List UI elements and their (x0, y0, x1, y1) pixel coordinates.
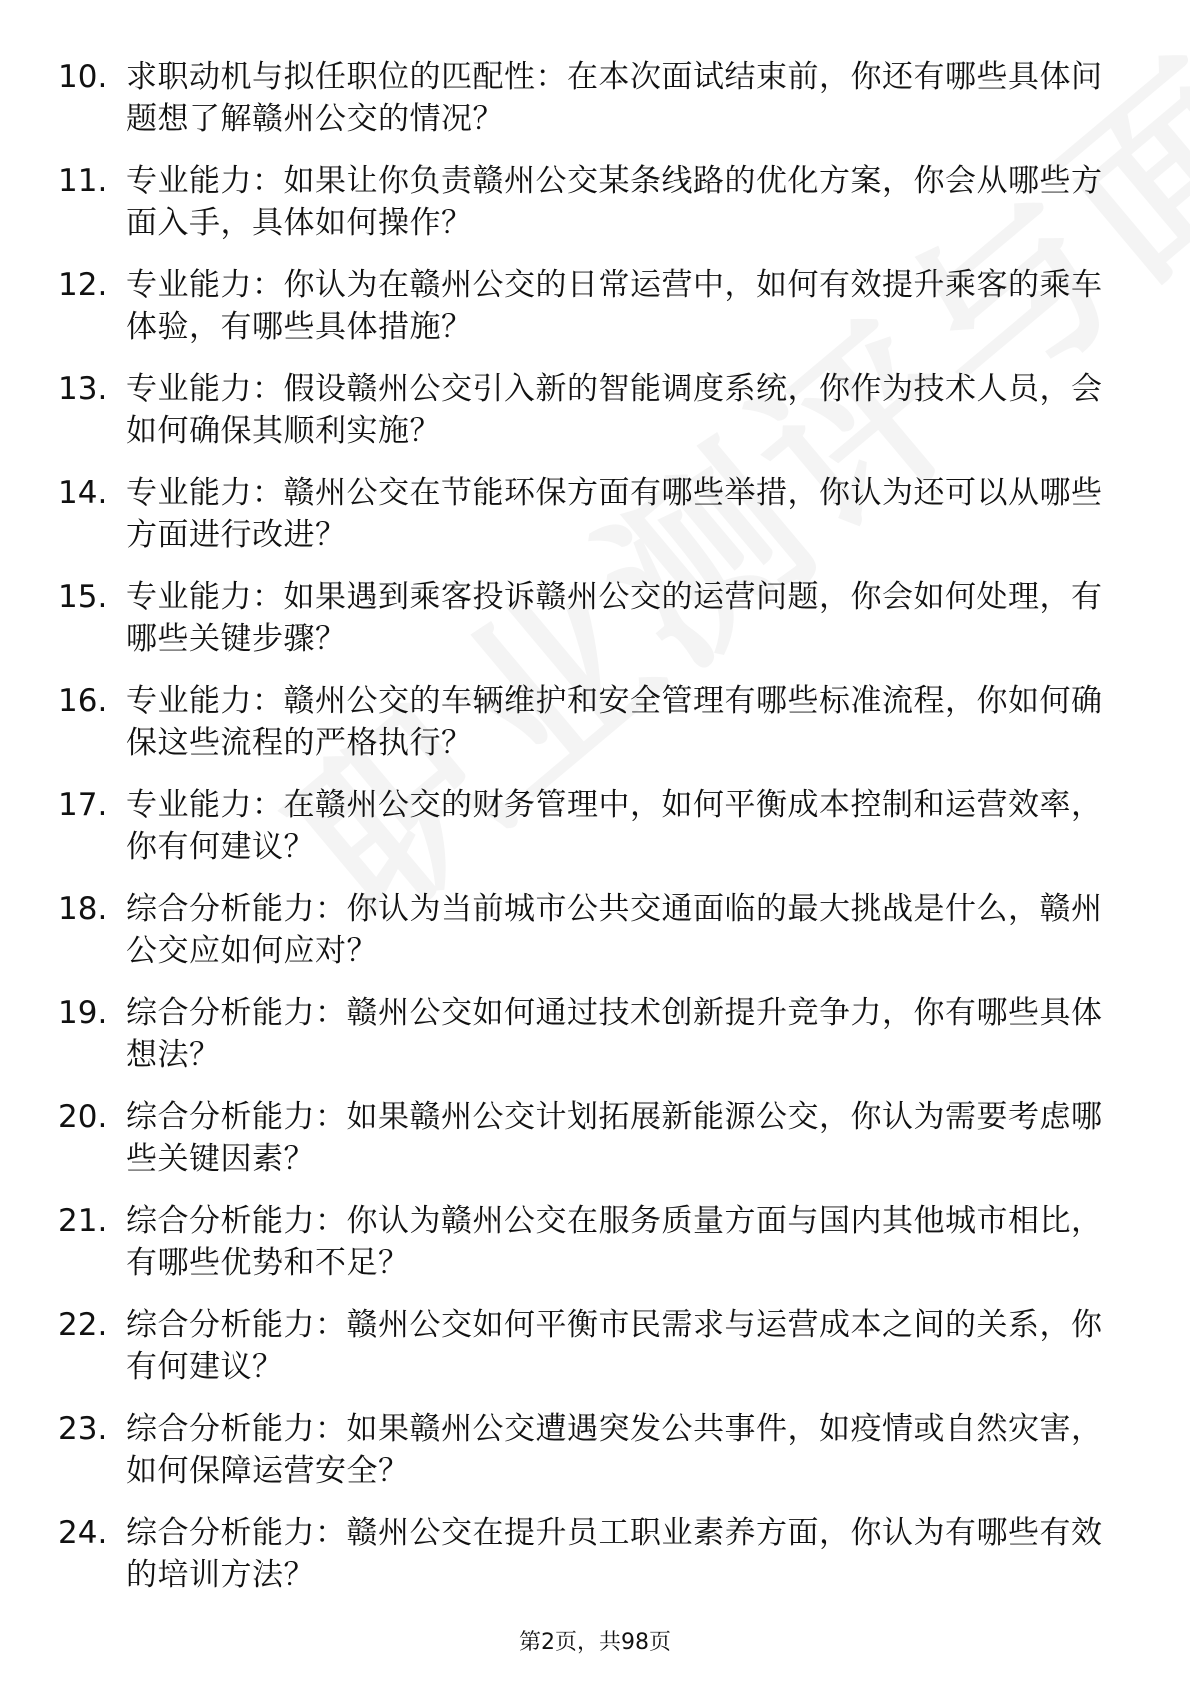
question-number: 14. (58, 475, 108, 511)
question-text: 专业能力：如果遇到乘客投诉赣州公交的运营问题，你会如何处理，有哪些关键步骤？ (126, 579, 1103, 657)
question-item (58, 784, 1130, 868)
question-number: 16. (58, 683, 108, 719)
question-item (58, 368, 1130, 452)
question-text: 专业能力：假设赣州公交引入新的智能调度系统，你作为技术人员，会如何确保其顺利实施？ (126, 371, 1103, 449)
question-list (58, 56, 1130, 1616)
question-number: 18. (58, 891, 108, 927)
question-number: 19. (58, 995, 108, 1031)
question-number: 23. (58, 1411, 108, 1447)
question-number: 22. (58, 1307, 108, 1343)
question-item (58, 264, 1130, 348)
question-item (58, 1200, 1130, 1284)
question-text: 专业能力：赣州公交在节能环保方面有哪些举措，你认为还可以从哪些方面进行改进？ (126, 475, 1103, 553)
question-item (58, 160, 1130, 244)
question-text: 综合分析能力：如果赣州公交遭遇突发公共事件，如疫情或自然灾害，如何保障运营安全？ (126, 1411, 1103, 1489)
question-text: 专业能力：在赣州公交的财务管理中，如何平衡成本控制和运营效率，你有何建议？ (126, 787, 1103, 865)
question-item (58, 1096, 1130, 1180)
question-number: 10. (58, 59, 108, 95)
question-text: 综合分析能力：你认为当前城市公共交通面临的最大挑战是什么，赣州公交应如何应对？ (126, 891, 1103, 969)
question-text: 综合分析能力：赣州公交在提升员工职业素养方面，你认为有哪些有效的培训方法？ (126, 1515, 1103, 1593)
question-number: 12. (58, 267, 108, 303)
question-number: 17. (58, 787, 108, 823)
page-indicator: 第2页，共98页 (519, 1630, 671, 1655)
question-item (58, 1408, 1130, 1492)
question-text: 专业能力：你认为在赣州公交的日常运营中，如何有效提升乘客的乘车体验，有哪些具体措施？ (126, 267, 1103, 345)
question-text: 求职动机与拟任职位的匹配性：在本次面试结束前，你还有哪些具体问题想了解赣州公交的情况？ (126, 59, 1103, 137)
question-number: 15. (58, 579, 108, 615)
question-item (58, 1512, 1130, 1596)
question-text: 综合分析能力：赣州公交如何平衡市民需求与运营成本之间的关系，你有何建议？ (126, 1307, 1103, 1385)
question-text: 综合分析能力：赣州公交如何通过技术创新提升竞争力，你有哪些具体想法？ (126, 995, 1103, 1073)
question-text: 综合分析能力：你认为赣州公交在服务质量方面与国内其他城市相比，有哪些优势和不足？ (126, 1203, 1103, 1281)
question-number: 13. (58, 371, 108, 407)
question-number: 11. (58, 163, 108, 199)
question-item (58, 56, 1130, 140)
question-item (58, 1304, 1130, 1388)
question-number: 20. (58, 1099, 108, 1135)
question-text: 专业能力：如果让你负责赣州公交某条线路的优化方案，你会从哪些方面入手，具体如何操作？ (126, 163, 1103, 241)
question-item (58, 680, 1130, 764)
question-item (58, 992, 1130, 1076)
question-item (58, 472, 1130, 556)
question-text: 专业能力：赣州公交的车辆维护和安全管理有哪些标准流程，你如何确保这些流程的严格执行？ (126, 683, 1103, 761)
question-item (58, 576, 1130, 660)
question-number: 24. (58, 1515, 108, 1551)
question-text: 综合分析能力：如果赣州公交计划拓展新能源公交，你认为需要考虑哪些关键因素？ (126, 1099, 1103, 1177)
question-item (58, 888, 1130, 972)
question-number: 21. (58, 1203, 108, 1239)
